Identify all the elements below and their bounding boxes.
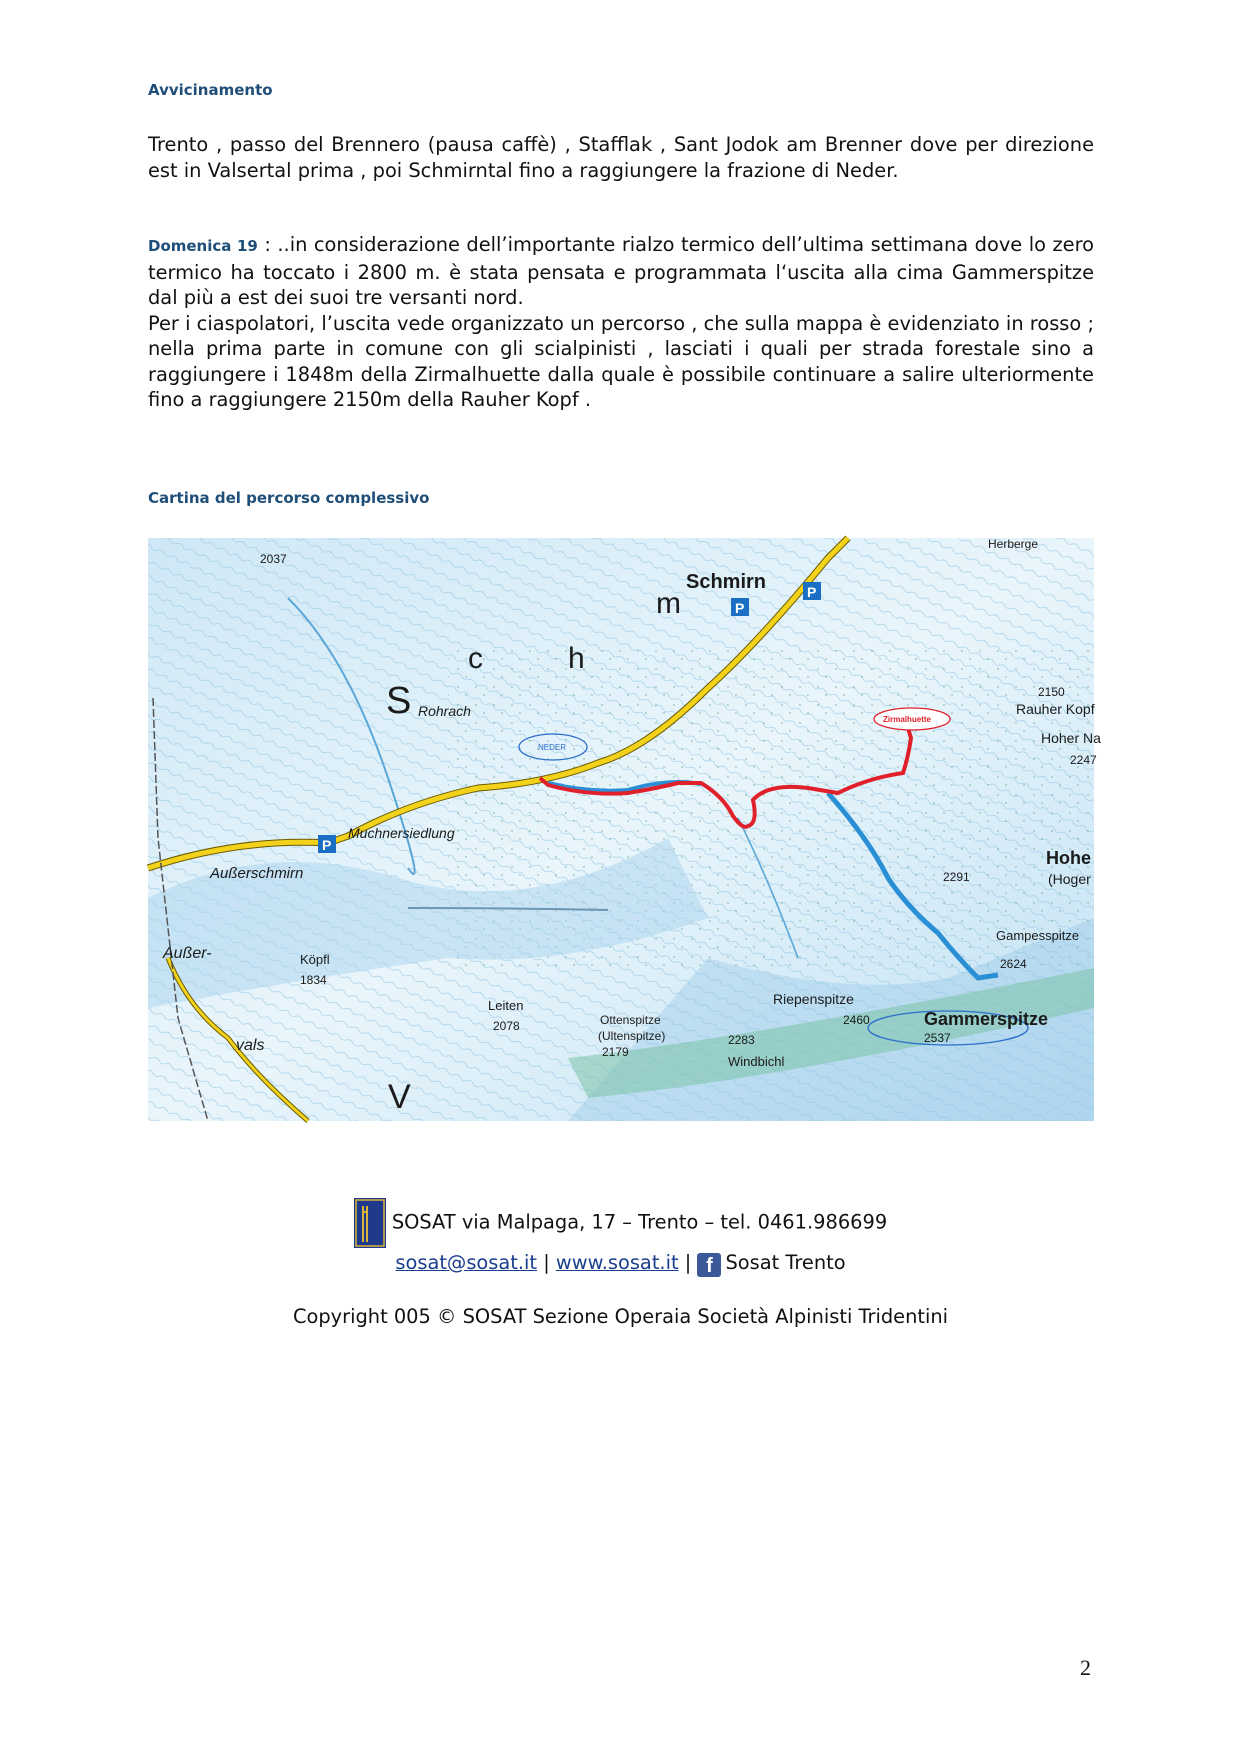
label-rauher-kopf: Rauher Kopf: [1016, 701, 1095, 717]
label-ultenspitze: (Ultenspitze): [598, 1029, 666, 1043]
approach-text: Trento , passo del Brennero (pausa caffè) , Stafflak , Sant Jodok am Brenner dove per direzione est in Valsertal prima , poi Schmirntal fino a raggiungere la frazione di Neder.: [148, 133, 1094, 182]
label-rohrach: Rohrach: [418, 703, 471, 719]
footer-address: SOSAT via Malpaga, 17 – Trento – tel. 0461.986699: [391, 1210, 888, 1234]
label-big-v: V: [388, 1078, 411, 1116]
label-big-c: c: [468, 642, 483, 675]
label-kopfl: Köpfl: [300, 952, 330, 967]
svg-text:P: P: [807, 584, 817, 600]
label-2283: 2283: [728, 1033, 755, 1047]
label-zirmalhuette: Zirmalhuette: [883, 715, 932, 724]
sunday-section: [148, 232, 1094, 413]
sosat-logo: [354, 1198, 386, 1248]
label-hohe: Hohe: [1046, 848, 1091, 868]
label-herberge: Herberge: [988, 537, 1039, 551]
footer-links: [0, 1251, 1241, 1277]
footer-separator: |: [678, 1251, 698, 1274]
route-map: [148, 537, 1101, 1121]
svg-text:P: P: [322, 837, 332, 853]
label-2460: 2460: [843, 1013, 870, 1027]
label-hoger: (Hoger: [1048, 871, 1091, 887]
label-rauher-alt: 2150: [1038, 685, 1065, 699]
approach-heading: Avvicinamento: [148, 81, 273, 99]
label-2624: 2624: [1000, 957, 1027, 971]
svg-text:P: P: [735, 600, 745, 616]
label-riepenspitze: Riepenspitze: [773, 991, 854, 1007]
label-big-s: S: [386, 680, 412, 722]
label-gampesspitze: Gampesspitze: [996, 928, 1080, 943]
label-1834: 1834: [300, 973, 327, 987]
label-windbichl: Windbichl: [728, 1054, 785, 1069]
label-big-m: m: [656, 587, 681, 620]
label-big-h: h: [568, 642, 585, 675]
label-hoher: Hoher Na: [1041, 730, 1101, 746]
facebook-icon[interactable]: f: [697, 1253, 721, 1277]
facebook-label[interactable]: Sosat Trento: [725, 1251, 846, 1274]
label-leiten: Leiten: [488, 998, 524, 1013]
website-link[interactable]: www.sosat.it: [555, 1251, 679, 1274]
label-2179: 2179: [602, 1045, 629, 1059]
approach-paragraph: [148, 132, 1094, 183]
label-2537: 2537: [924, 1031, 951, 1045]
label-gammerspitze: Gammerspitze: [924, 1009, 1049, 1029]
sunday-paragraph-2: Per i ciaspolatori, l’uscita vede organizzato un percorso , che sulla mappa è evidenziato in rosso ; nella prima parte in comune con gli scialpinisti , lasciati i quali per strada forestale sino a raggiungere i 1848m della Zirmalhuette dalla quale è possibile continuare a salire ulteriormente fino a raggiungere 2150m della Rauher Kopf .: [148, 311, 1094, 411]
label-ausser: Außer-: [163, 945, 212, 962]
label-muchnersiedlung: Muchnersiedlung: [348, 825, 455, 841]
sunday-label: Domenica 19: [148, 237, 258, 255]
sunday-text-1: : ..in considerazione dell’importante rialzo termico dell’ultima settimana dove lo zero termico ha toccato i 2800 m. è stata pensata e programmata l‘uscita alla cima Gammerspitze dal più a est dei suoi tre versanti nord.: [148, 233, 1094, 309]
label-vals: vals: [236, 1037, 265, 1054]
footer-address-line: [0, 1198, 1241, 1248]
label-ottenspitze: Ottenspitze: [600, 1013, 661, 1027]
footer-copyright: Copyright 005 © SOSAT Sezione Operaia Società Alpinisti Tridentini: [292, 1305, 949, 1328]
label-schmirn: Schmirn: [686, 571, 767, 593]
label-neder: NEDER: [538, 743, 567, 752]
label-2078: 2078: [493, 1019, 520, 1033]
sunday-paragraph-1: [148, 232, 1094, 311]
footer-separator: |: [537, 1251, 556, 1274]
email-link[interactable]: sosat@sosat.it: [395, 1251, 538, 1274]
label-2037: 2037: [260, 552, 287, 566]
label-2291: 2291: [943, 870, 970, 884]
map-heading: Cartina del percorso complessivo: [148, 489, 430, 507]
page-number: 2: [1080, 1655, 1091, 1680]
label-ausserschmirn: Außerschmirn: [210, 865, 304, 882]
label-hoher-alt: 2247: [1070, 753, 1097, 767]
